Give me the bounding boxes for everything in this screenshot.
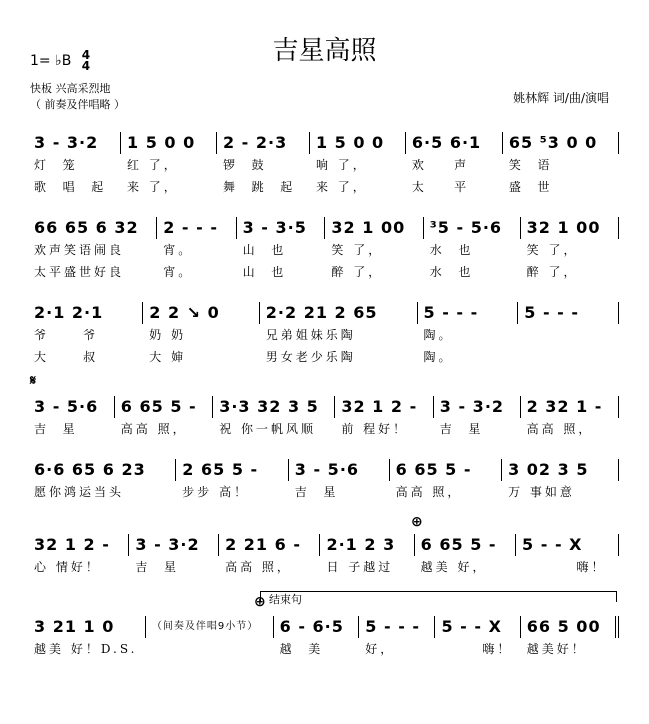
lyric-verse-1: 欢声笑语闹良 <box>34 243 125 257</box>
measure <box>310 132 406 198</box>
score-system <box>28 132 619 198</box>
coda-icon-ending: ⊕ <box>254 594 266 610</box>
lyric-verse-1: 笑 了， <box>526 243 579 257</box>
lyric-verse-1: 爷 爷 <box>34 328 99 342</box>
measure <box>121 132 217 198</box>
measure <box>217 132 310 198</box>
measure <box>274 616 360 660</box>
score-system <box>28 217 619 283</box>
lyric-verse-1: 吉 星 <box>34 422 78 436</box>
lyric-verse-1: 嗨！ <box>522 560 607 574</box>
lyric-verse-2: 醉 了， <box>331 265 384 279</box>
lyric-verse-1: 前 程好！ <box>341 422 409 436</box>
measure <box>335 396 433 440</box>
lyric-verse-2: 太 平 <box>411 180 470 194</box>
lyric-verse-1: 奶 奶 <box>149 328 187 342</box>
measure-notes: 2 65 5 - <box>176 459 288 481</box>
lyric-verse-1: 吉 星 <box>294 485 339 499</box>
measure <box>406 132 503 198</box>
lyric-verse-2: 醉 了， <box>526 265 579 279</box>
measure <box>260 302 418 368</box>
key-label: 1= ♭B <box>30 53 72 69</box>
lyric-verse-1: 日 子越过 <box>326 560 394 574</box>
lyric-verse-2: 歌 唱 起 <box>34 180 107 194</box>
measure <box>518 302 619 368</box>
measure <box>146 616 274 660</box>
measure-notes: 2·1 2 3 <box>320 534 414 556</box>
measure-notes: 2 32 1 - <box>521 396 619 418</box>
lyric-verse-1: 笑 了， <box>331 243 384 257</box>
measure-notes: 32 1 00 <box>521 217 619 239</box>
lyric-verse-2: 大 婶 <box>149 350 187 364</box>
measure-notes: 3 21 1 0 <box>28 616 146 638</box>
segno-icon: 𝄋 <box>30 373 37 389</box>
measure-notes: 5 - - - <box>518 302 619 324</box>
lyric-verse-1: 好， <box>365 642 396 656</box>
measure <box>359 616 435 660</box>
lyric-verse-1 <box>518 324 619 346</box>
measure <box>521 217 619 283</box>
lyric-verse-1: 欢 声 <box>411 158 470 172</box>
measure-notes: ³5 - 5·6 <box>424 217 521 239</box>
lyric-verse-2: 来 了， <box>126 180 179 194</box>
lyric-verse-1: 高高 照， <box>225 560 292 574</box>
measure-notes: 2 21 6 - <box>219 534 320 556</box>
lyric-verse-1: 笑 语 <box>508 158 553 172</box>
lyric-verse-1 <box>146 638 274 660</box>
measure-notes: 5 - - X <box>435 616 520 638</box>
lyric-verse-1: 红 了， <box>126 158 179 172</box>
coda-icon: ⊕ <box>411 514 423 530</box>
key-signature <box>30 50 90 72</box>
lyric-verse-1: 山 也 <box>242 243 287 257</box>
measure <box>289 459 390 503</box>
measure <box>28 132 121 198</box>
ending-bracket <box>260 591 617 606</box>
lyric-verse-1: 嗨！ <box>441 642 513 656</box>
measure-notes: 3 - 5·6 <box>289 459 390 481</box>
lyric-verse-2: 陶。 <box>423 350 454 364</box>
measure-notes: 6 - 6·5 <box>274 616 360 638</box>
measure <box>28 217 157 283</box>
measure-notes: 5 - - - <box>418 302 519 324</box>
measure <box>435 616 520 660</box>
time-signature: 4 4 <box>81 48 91 73</box>
lyric-verse-1: 心 情好！ <box>34 560 101 574</box>
measure <box>415 534 516 578</box>
credit: 姚林辉 词/曲/演唱 <box>513 91 609 105</box>
score-system <box>28 616 619 660</box>
tempo-marking: 快板 兴高采烈地 <box>30 82 111 95</box>
lyric-verse-1: 步步 高！ <box>182 485 250 499</box>
lyric-verse-2: 山 也 <box>242 265 287 279</box>
measure <box>28 302 143 368</box>
measure <box>237 217 326 283</box>
score-system <box>28 534 619 578</box>
lyric-verse-1: 高高 照， <box>120 422 188 436</box>
lyric-verse-1: 越 美 <box>279 642 324 656</box>
measure <box>521 616 619 660</box>
measure <box>503 132 619 198</box>
measure <box>521 396 619 440</box>
intro-note: （ 前奏及伴唱略 ） <box>30 98 125 111</box>
measure <box>176 459 288 503</box>
lyric-verse-2: 男女老少乐陶 <box>265 350 356 364</box>
measure-notes: 3 02 3 5 <box>502 459 619 481</box>
score-system <box>28 396 619 440</box>
lyric-verse-1: 锣 鼓 <box>222 158 267 172</box>
lyric-verse-1: 陶。 <box>423 328 454 342</box>
lyric-verse-2 <box>518 346 619 368</box>
measure <box>115 396 213 440</box>
measure <box>434 396 521 440</box>
measure-notes: 1 5 0 0 <box>121 132 217 154</box>
measure-notes: 66 65 6 32 <box>28 217 157 239</box>
measure-notes: 3 - 3·2 <box>434 396 521 418</box>
lyric-verse-1: 万 事如意 <box>508 485 575 499</box>
score-system <box>28 459 619 503</box>
lyric-verse-1: 灯 笼 <box>34 158 78 172</box>
measure-notes: 66 5 00 <box>521 616 619 638</box>
measure <box>28 396 115 440</box>
lyric-verse-2: 盛 世 <box>508 180 553 194</box>
measure-notes: 6 65 5 - <box>415 534 516 556</box>
lyric-verse-1: 越美好！ <box>526 642 587 656</box>
lyric-verse-2: 大 叔 <box>34 350 99 364</box>
measure-notes: 32 1 00 <box>325 217 423 239</box>
measure-notes: 2·2 21 2 65 <box>260 302 418 324</box>
lyric-verse-1: 祝 你一帆风顺 <box>219 422 317 436</box>
lyric-verse-1: 响 了， <box>315 158 368 172</box>
measure-notes: 2·1 2·1 <box>28 302 143 324</box>
measure <box>28 534 129 578</box>
measure <box>219 534 320 578</box>
lyric-verse-1: 愿你鸿运当头 <box>34 485 125 499</box>
lyric-verse-2: 太平盛世好良 <box>34 265 125 279</box>
measure <box>325 217 423 283</box>
measure-notes: 2 - 2·3 <box>217 132 310 154</box>
measure-notes: 3 - 3·5 <box>237 217 326 239</box>
measure-notes: 32 1 2 - <box>28 534 129 556</box>
measure <box>502 459 619 503</box>
lyric-verse-1: 越美 好！D.S. <box>34 642 138 656</box>
measure-notes: （间奏及伴唱9小节） <box>146 616 274 638</box>
measure-notes: 5 - - - <box>359 616 435 638</box>
measure-notes: 5 - - X <box>516 534 619 556</box>
lyric-verse-1: 吉 星 <box>135 560 179 574</box>
lyric-verse-1: 高高 照， <box>395 485 463 499</box>
measure-notes: 3 - 5·6 <box>28 396 115 418</box>
lyric-verse-2: 水 也 <box>429 265 474 279</box>
lyric-verse-1: 宵。 <box>163 243 194 257</box>
measure <box>28 616 146 660</box>
measure-notes: 6·5 6·1 <box>406 132 503 154</box>
lyric-verse-2: 宵。 <box>163 265 194 279</box>
measure <box>143 302 260 368</box>
ending-label: 结束句 <box>269 593 302 606</box>
measure <box>390 459 502 503</box>
measure-notes: 1 5 0 0 <box>310 132 406 154</box>
measure-notes: 32 1 2 - <box>335 396 433 418</box>
measure-notes: 6·6 65 6 23 <box>28 459 176 481</box>
measure-notes: 6 65 5 - <box>390 459 502 481</box>
score-system <box>28 302 619 368</box>
measure <box>28 459 176 503</box>
measure-notes: 3 - 3·2 <box>129 534 219 556</box>
measure <box>516 534 619 578</box>
measure-notes: 6 65 5 - <box>115 396 213 418</box>
lyric-verse-1: 兄弟姐妹乐陶 <box>265 328 356 342</box>
measure-notes: 65 ⁵3 0 0 <box>503 132 619 154</box>
measure <box>129 534 219 578</box>
measure <box>213 396 335 440</box>
measure <box>320 534 414 578</box>
measure-notes: 2 2 ↘ 0 <box>143 302 260 324</box>
measure <box>157 217 236 283</box>
lyric-verse-1: 吉 星 <box>439 422 484 436</box>
measure-notes: 3·3 32 3 5 <box>213 396 335 418</box>
measure-notes: 3 - 3·2 <box>28 132 121 154</box>
lyric-verse-1: 越美 好， <box>420 560 488 574</box>
measure-notes: 2 - - - <box>157 217 236 239</box>
measure <box>424 217 521 283</box>
lyric-verse-2: 舞 跳 起 <box>222 180 296 194</box>
lyric-verse-2: 来 了， <box>315 180 368 194</box>
lyric-verse-1: 高高 照， <box>526 422 594 436</box>
lyric-verse-1: 水 也 <box>429 243 474 257</box>
measure <box>418 302 519 368</box>
song-title: 吉星高照 <box>272 36 377 66</box>
